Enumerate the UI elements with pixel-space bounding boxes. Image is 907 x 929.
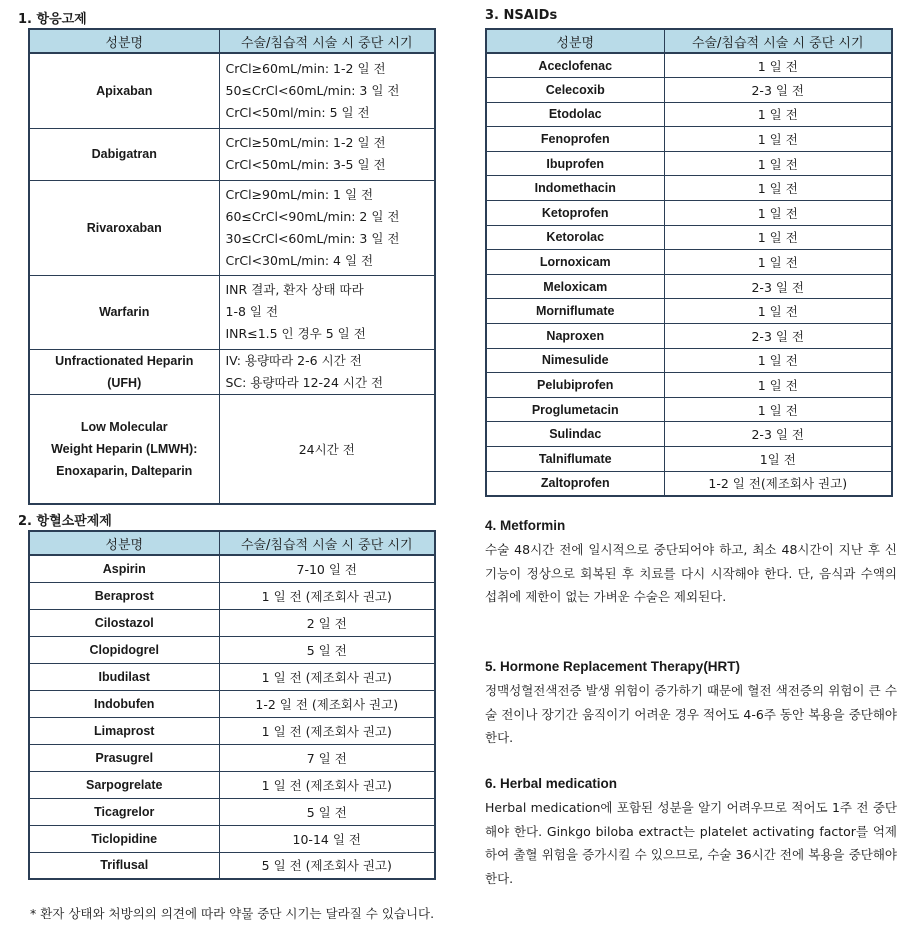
table-row <box>486 53 892 78</box>
table-row <box>486 151 892 176</box>
table-header-row <box>29 531 435 555</box>
table-row <box>29 798 435 825</box>
table-row <box>486 102 892 127</box>
table-row <box>29 394 435 504</box>
table-row <box>486 447 892 472</box>
stop-timing-cell: 10-14 일 전 <box>219 825 435 852</box>
ingredient-cell: Pelubiprofen <box>486 373 664 398</box>
table-row <box>29 53 435 128</box>
table-row <box>29 582 435 609</box>
ingredient-cell <box>29 275 219 349</box>
column-header-ingredient: 성분명 <box>29 531 219 555</box>
stop-timing-cell: 5 일 전 (제조회사 권고) <box>219 852 435 879</box>
stop-timing-line: CrCl<30mL/min: 4 일 전 <box>225 252 374 268</box>
stop-timing-cell <box>219 349 435 394</box>
table-row <box>29 128 435 180</box>
stop-timing-cell: 7-10 일 전 <box>219 555 435 582</box>
section4-title: 4. Metformin <box>485 518 566 533</box>
ingredient-cell <box>29 394 219 504</box>
table-row <box>29 744 435 771</box>
stop-timing-cell: 7 일 전 <box>219 744 435 771</box>
section6-text: Herbal medication에 포함된 성분을 알기 어려우므로 적어도 1주 전 중단해야 한다. Ginkgo biloba extract는 platelet activating factor를 억제하여 출혈 위험을 증가시킬 수 있으므로, 수술 36시간 전에 복용을 중단해야 한다. <box>485 800 897 886</box>
herbal-section <box>485 776 897 890</box>
ingredient-name-line: Weight Heparin (LMWH): <box>51 441 198 456</box>
table-row <box>486 274 892 299</box>
stop-timing-cell: 1 일 전 <box>664 201 892 226</box>
ingredient-cell: Sulindac <box>486 422 664 447</box>
stop-timing-cell: 1 일 전 <box>664 176 892 201</box>
ingredient-cell: Sarpogrelate <box>29 771 219 798</box>
ingredient-cell: Indobufen <box>29 690 219 717</box>
ingredient-name-line: Enoxaparin, Dalteparin <box>56 463 193 478</box>
stop-timing-cell: 2-3 일 전 <box>664 324 892 349</box>
antiplatelet-table <box>28 530 436 880</box>
ingredient-cell: Ibuprofen <box>486 151 664 176</box>
ingredient-cell: Ketorolac <box>486 225 664 250</box>
stop-timing-line: 60≤CrCl<90mL/min: 2 일 전 <box>225 208 400 224</box>
table-row <box>486 176 892 201</box>
table-row <box>486 299 892 324</box>
ingredient-cell: Lornoxicam <box>486 250 664 275</box>
section5-title: 5. Hormone Replacement Therapy(HRT) <box>485 659 741 674</box>
ingredient-cell: Aspirin <box>29 555 219 582</box>
table-row <box>29 555 435 582</box>
section1-title: 1. 항응고제 <box>18 12 87 27</box>
stop-timing-cell: 1 일 전 <box>664 127 892 152</box>
ingredient-cell <box>29 349 219 394</box>
stop-timing-cell: 5 일 전 <box>219 798 435 825</box>
stop-timing-line: 30≤CrCl<60mL/min: 3 일 전 <box>225 230 400 246</box>
table-row <box>486 225 892 250</box>
stop-timing-cell: 1 일 전 <box>664 250 892 275</box>
metformin-section <box>485 518 897 609</box>
nsaids-table <box>485 28 893 497</box>
ingredient-cell: Morniflumate <box>486 299 664 324</box>
ingredient-cell: Zaltoprofen <box>486 471 664 496</box>
table-row <box>29 275 435 349</box>
ingredient-name-line: Low Molecular <box>80 419 168 434</box>
table-row <box>29 825 435 852</box>
stop-timing-line: CrCl≥90mL/min: 1 일 전 <box>225 186 374 202</box>
ingredient-cell <box>29 180 219 275</box>
table-row <box>29 609 435 636</box>
ingredient-cell: Ticagrelor <box>29 798 219 825</box>
table-row <box>486 348 892 373</box>
table-row <box>486 78 892 103</box>
stop-timing-cell: 2-3 일 전 <box>664 274 892 299</box>
ingredient-cell: Ketoprofen <box>486 201 664 226</box>
stop-timing-cell <box>219 275 435 349</box>
ingredient-cell: Celecoxib <box>486 78 664 103</box>
stop-timing-cell: 1-2 일 전 (제조회사 권고) <box>219 690 435 717</box>
ingredient-cell <box>29 53 219 128</box>
section3-title: 3. NSAIDs <box>485 8 558 23</box>
table-row <box>486 127 892 152</box>
stop-timing-cell: 2-3 일 전 <box>664 422 892 447</box>
stop-timing-cell: 1 일 전 <box>664 151 892 176</box>
table-row <box>486 201 892 226</box>
stop-timing-line: INR≤1.5 인 경우 5 일 전 <box>225 326 366 341</box>
ingredient-name-line: Rivaroxaban <box>86 220 162 235</box>
stop-timing-cell: 1 일 전 <box>664 373 892 398</box>
table-row <box>29 690 435 717</box>
table-row <box>486 373 892 398</box>
table-row <box>29 349 435 394</box>
stop-timing-cell: 5 일 전 <box>219 636 435 663</box>
ingredient-cell: Clopidogrel <box>29 636 219 663</box>
stop-timing-cell: 1 일 전 (제조회사 권고) <box>219 771 435 798</box>
stop-timing-cell: 1 일 전 (제조회사 권고) <box>219 582 435 609</box>
table-row <box>29 717 435 744</box>
ingredient-cell: Aceclofenac <box>486 53 664 78</box>
column-header-stop-timing: 수술/침습적 시술 시 중단 시기 <box>664 29 892 53</box>
stop-timing-cell <box>219 128 435 180</box>
stop-timing-line: INR 결과, 환자 상태 따라 <box>225 282 364 297</box>
ingredient-cell: Fenoprofen <box>486 127 664 152</box>
stop-timing-cell: 2-3 일 전 <box>664 78 892 103</box>
section5-text: 정맥성혈전색전증 발생 위험이 증가하기 때문에 혈전 색전증의 위험이 큰 수술 전이나 장기간 움직이기 어려운 경우 적어도 4-6주 동안 복용을 중단해야 한다. <box>485 683 897 745</box>
stop-timing-cell <box>219 180 435 275</box>
stop-timing-cell: 1 일 전 <box>664 348 892 373</box>
stop-timing-cell: 1 일 전 <box>664 299 892 324</box>
stop-timing-line: CrCl<50ml/min: 5 일 전 <box>225 104 370 120</box>
footnote: * 환자 상태와 처방의의 의견에 따라 약물 중단 시기는 달라질 수 있습니다. <box>30 906 435 921</box>
table-row <box>486 397 892 422</box>
section6-title: 6. Herbal medication <box>485 776 618 791</box>
table-row <box>486 324 892 349</box>
column-header-ingredient: 성분명 <box>486 29 664 53</box>
ingredient-cell: Limaprost <box>29 717 219 744</box>
stop-timing-line: SC: 용량따라 12-24 시간 전 <box>225 374 384 390</box>
table-row <box>29 771 435 798</box>
stop-timing-cell: 1 일 전 <box>664 102 892 127</box>
stop-timing-line: CrCl≥60mL/min: 1-2 일 전 <box>225 60 386 76</box>
ingredient-cell: Talniflumate <box>486 447 664 472</box>
table-row <box>29 663 435 690</box>
table-row <box>486 471 892 496</box>
section2-title: 2. 항혈소판제제 <box>18 514 112 529</box>
table-row <box>486 422 892 447</box>
stop-timing-cell: 1일 전 <box>664 447 892 472</box>
hrt-section <box>485 659 897 750</box>
stop-timing-line: CrCl≥50mL/min: 1-2 일 전 <box>225 135 386 150</box>
table-row <box>29 852 435 879</box>
stop-timing-cell: 1 일 전 (제조회사 권고) <box>219 717 435 744</box>
column-header-stop-timing: 수술/침습적 시술 시 중단 시기 <box>219 531 435 555</box>
ingredient-name-line: Warfarin <box>99 305 150 319</box>
table-row <box>29 180 435 275</box>
ingredient-cell: Beraprost <box>29 582 219 609</box>
stop-timing-line: 50≤CrCl<60mL/min: 3 일 전 <box>225 82 400 98</box>
table-row <box>486 250 892 275</box>
stop-timing-line: IV: 용량따라 2-6 시간 전 <box>225 352 362 368</box>
stop-timing-cell <box>219 394 435 504</box>
stop-timing-cell: 1 일 전 <box>664 225 892 250</box>
stop-timing-cell <box>219 53 435 128</box>
ingredient-name-line: Apixaban <box>96 83 153 98</box>
column-header-stop-timing: 수술/침습적 시술 시 중단 시기 <box>219 29 435 53</box>
ingredient-cell: Triflusal <box>29 852 219 879</box>
section4-text: 수술 48시간 전에 일시적으로 중단되어야 하고, 최소 48시간이 지난 후 신기능이 정상으로 회복된 후 치료를 다시 시작해야 한다. 단, 음식과 수액의 섭취에 제한이 없는 가벼운 수술은 제외된다. <box>485 542 897 604</box>
ingredient-cell <box>29 128 219 180</box>
ingredient-cell: Proglumetacin <box>486 397 664 422</box>
stop-timing-line: CrCl<50mL/min: 3-5 일 전 <box>225 157 386 172</box>
stop-timing-cell: 1 일 전 <box>664 397 892 422</box>
ingredient-cell: Cilostazol <box>29 609 219 636</box>
ingredient-cell: Nimesulide <box>486 348 664 373</box>
table-header-row <box>486 29 892 53</box>
table-row <box>29 636 435 663</box>
stop-timing-cell: 2 일 전 <box>219 609 435 636</box>
stop-timing-cell: 1-2 일 전(제조회사 권고) <box>664 471 892 496</box>
anticoagulant-table <box>28 28 436 505</box>
ingredient-name-line: Dabigatran <box>91 147 157 161</box>
ingredient-cell: Meloxicam <box>486 274 664 299</box>
stop-timing-line: 1-8 일 전 <box>225 304 279 319</box>
ingredient-cell: Ibudilast <box>29 663 219 690</box>
stop-timing-line: 24시간 전 <box>298 441 355 457</box>
stop-timing-cell: 1 일 전 (제조회사 권고) <box>219 663 435 690</box>
ingredient-cell: Etodolac <box>486 102 664 127</box>
ingredient-name-line: Unfractionated Heparin <box>55 353 194 368</box>
ingredient-cell: Ticlopidine <box>29 825 219 852</box>
column-header-ingredient: 성분명 <box>29 29 219 53</box>
ingredient-cell: Naproxen <box>486 324 664 349</box>
ingredient-cell: Indomethacin <box>486 176 664 201</box>
ingredient-cell: Prasugrel <box>29 744 219 771</box>
stop-timing-cell: 1 일 전 <box>664 53 892 78</box>
ingredient-name-line: (UFH) <box>107 375 142 390</box>
table-header-row <box>29 29 435 53</box>
